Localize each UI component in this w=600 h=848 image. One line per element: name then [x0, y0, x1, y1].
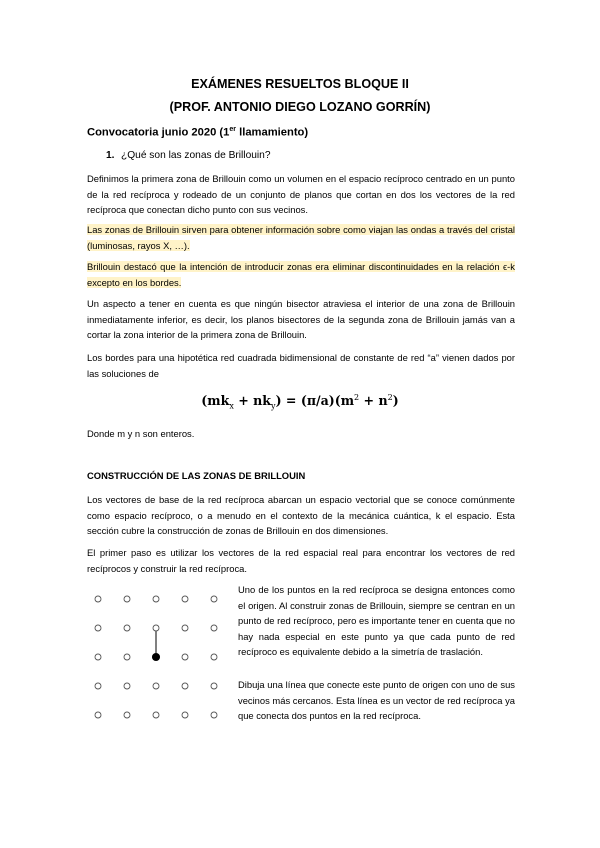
paragraph-definition: Definimos la primera zona de Brillouin como un volumen en el espacio recíproco centrado en un punto de la red recíproca y rodeado de un conjunto de planos que cortan en dos los vectores de la red recíproca que conectan dicho punto con sus vecinos. — [87, 173, 515, 216]
paragraph-bisector: Un aspecto a tener en cuenta es que ningún bisector atraviesa el interior de una zona de Brillouin inmediatamente inferior, es decir, los planos bisectores de la segunda zona de Brillouin jamás van a cortar la zona interior de la primera zona de Brillouin. — [87, 298, 515, 341]
lattice-point — [182, 596, 188, 602]
paragraph-reciprocal-space: Los vectores de base de la red recíproca abarcan un espacio vectorial que se conoce comúnmente como espacio recíproco, o a menudo en el contexto de la mecánica cuántica, k el espacio. Esta sección cubre la construcción de zonas de Brillouin en dos dimensiones. — [87, 494, 515, 537]
formula-left: (mk — [201, 393, 230, 409]
exam-session-sup: er — [229, 126, 236, 133]
lattice-point — [211, 625, 217, 631]
paragraph-square-lattice: Los bordes para una hipotética red cuadrada bidimensional de constante de red “a” vienen dados por las soluciones de — [87, 352, 515, 379]
lattice-point — [95, 712, 101, 718]
lattice-point — [182, 654, 188, 660]
lattice-point — [124, 712, 130, 718]
paragraph-discontinuities — [87, 259, 515, 290]
document-author: (PROF. ANTONIO DIEGO LOZANO GORRÍN) — [169, 100, 431, 114]
section-heading: CONSTRUCCIÓN DE LAS ZONAS DE BRILLOUIN — [87, 470, 306, 481]
formula-plus: + n — [359, 393, 388, 409]
lattice-point — [153, 625, 159, 631]
lattice-point — [182, 625, 188, 631]
formula-mid: + nk — [233, 393, 272, 409]
question-text: ¿Qué son las zonas de Brillouin? — [121, 150, 271, 161]
formula-sub-x: x — [229, 401, 234, 411]
lattice-point — [124, 654, 130, 660]
lattice-origin-point — [152, 653, 159, 660]
lattice-point — [182, 683, 188, 689]
document-title: EXÁMENES RESUELTOS BLOQUE II — [191, 77, 409, 91]
lattice-point — [95, 596, 101, 602]
lattice-point — [182, 712, 188, 718]
lattice-point — [124, 683, 130, 689]
paragraph-integers: Donde m y n son enteros. — [87, 428, 195, 439]
paragraph-first-step: El primer paso es utilizar los vectores de la red espacial real para encontrar los vectores de red recíprocos y construir la red recíproca. — [87, 547, 515, 574]
formula-sup-a: 2 — [354, 393, 360, 402]
highlight-waves: Las zonas de Brillouin sirven para obtener información sobre como viajan las ondas a través del cristal (luminosas, rayos X, …). — [87, 224, 515, 251]
paragraph-origin: Uno de los puntos en la red recíproca se designa entonces como el origen. Al construir zonas de Brillouin, siempre se centran en un punto de red recíproco, pero es importante tener en cuenta que no hay nada especial en este punto ya que cada punto de red recíproco es equivalente debido a la simetría de traslación. — [238, 584, 515, 657]
question-number: 1. — [106, 150, 115, 161]
formula-right-open: ) = (π/a)(m — [275, 393, 355, 409]
lattice-point — [124, 596, 130, 602]
lattice-point — [124, 625, 130, 631]
lattice-point — [95, 625, 101, 631]
paragraph-waves — [87, 222, 515, 253]
lattice-point — [211, 712, 217, 718]
lattice-point — [211, 683, 217, 689]
formula-right-close: ) — [392, 393, 399, 409]
paragraph-nearest-neighbor: Dibuja una línea que conecte este punto de origen con uno de sus vecinos más cercanos. Esta línea es un vector de red recíproca ya que conecta dos puntos en la red recíproca. — [238, 679, 515, 721]
exam-session — [87, 126, 308, 139]
lattice-point — [211, 596, 217, 602]
highlight-discontinuities: Brillouin destacó que la intención de introducir zonas era eliminar discontinuidades en la relación ϵ-k excepto en los bordes. — [87, 261, 515, 288]
lattice-point — [95, 654, 101, 660]
exam-session-end: llamamiento) — [236, 126, 309, 139]
formula-sub-y: y — [271, 401, 276, 411]
lattice-point — [95, 683, 101, 689]
lattice-point — [153, 683, 159, 689]
exam-session-text: Convocatoria junio 2020 (1 — [87, 126, 230, 139]
reciprocal-lattice-diagram — [86, 587, 226, 727]
lattice-point — [153, 712, 159, 718]
lattice-point — [211, 654, 217, 660]
question-heading — [106, 150, 271, 161]
boundary-formula — [0, 393, 600, 411]
formula-sup-b: 2 — [387, 393, 393, 402]
lattice-point — [153, 596, 159, 602]
